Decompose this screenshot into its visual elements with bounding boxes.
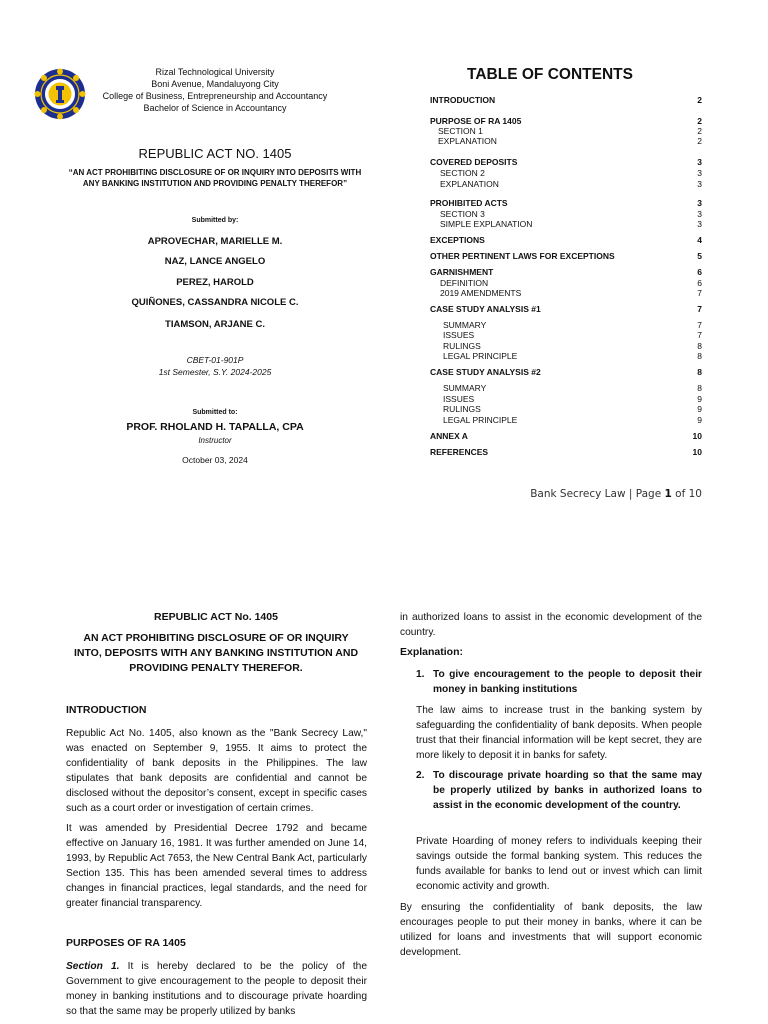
- footer-current-page: 1: [664, 488, 672, 500]
- toc-entry[interactable]: EXCEPTIONS 4: [430, 235, 702, 245]
- toc-entry[interactable]: OTHER PERTINENT LAWS FOR EXCEPTIONS 5: [430, 251, 702, 261]
- page-footer: [440, 488, 702, 500]
- explanation-item-2-title: To discourage private hoarding so that the same may be properly utilized by banks in authorized loans to assist in the economic development of the country.: [433, 770, 702, 811]
- toc-subentry[interactable]: RULINGS 9: [443, 404, 702, 414]
- cover-title: REPUBLIC ACT NO. 1405: [138, 146, 292, 161]
- toc-entry[interactable]: COVERED DEPOSITS 3: [430, 157, 702, 167]
- toc-subentry[interactable]: SUMMARY 8: [443, 383, 702, 393]
- member-name: NAZ, LANCE ANGELO: [164, 256, 266, 267]
- explanation-item-2: [416, 768, 702, 813]
- purposes-heading: PURPOSES OF RA 1405: [66, 937, 186, 949]
- introduction-heading: INTRODUCTION: [66, 704, 147, 716]
- submitted-to-label: Submitted to:: [192, 409, 238, 416]
- section-1-continuation: in authorized loans to assist in the economic development of the country.: [400, 612, 702, 638]
- footer-of: of: [671, 488, 689, 500]
- toc-entry[interactable]: GARNISHMENT 6: [430, 267, 702, 277]
- university-address: Boni Avenue, Mandaluyong City: [151, 79, 279, 89]
- toc-subentry[interactable]: RULINGS 8: [443, 341, 702, 351]
- toc-subentry[interactable]: EXPLANATION 3: [440, 179, 702, 189]
- toc-entry[interactable]: REFERENCES 10: [430, 447, 702, 457]
- section-1-label: Section 1.: [66, 961, 120, 972]
- professor-name: PROF. RHOLAND H. TAPALLA, CPA: [126, 421, 304, 433]
- toc-subentry[interactable]: SUMMARY 7: [443, 320, 702, 330]
- toc-subentry[interactable]: ISSUES 7: [443, 330, 702, 340]
- program-name: Bachelor of Science in Accountancy: [143, 103, 287, 113]
- submission-date: October 03, 2024: [182, 455, 248, 465]
- toc-entry[interactable]: PROHIBITED ACTS 3: [430, 198, 702, 208]
- toc-subentry[interactable]: SECTION 2 3: [440, 168, 702, 178]
- toc-subentry[interactable]: DEFINITION 6: [440, 278, 702, 288]
- cover-subtitle-line-2: ANY BANKING INSTITUTION AND PROVIDING PENALTY THEREFOR”: [82, 179, 348, 188]
- explanation-item-1: [416, 667, 702, 697]
- toc-subentry[interactable]: ISSUES 9: [443, 394, 702, 404]
- university-seal-logo: [34, 68, 86, 120]
- toc-entry[interactable]: CASE STUDY ANALYSIS #1 7: [430, 304, 702, 314]
- college-name: College of Business, Entrepreneurship and Accountancy: [102, 91, 328, 101]
- page2-subtitle-line-3: PROVIDING PENALTY THEREFOR.: [129, 662, 303, 674]
- item-number: 1.: [416, 669, 425, 680]
- page2-subtitle: [66, 631, 366, 676]
- explanation-item-2-text: Private Hoarding of money refers to individuals keeping their savings outside the formal banking system. This reduces the funds available for banks to lend out or invest which can limit economic activity and growth.: [416, 836, 702, 892]
- member-name: PEREZ, HAROLD: [176, 277, 254, 288]
- toc-entry[interactable]: INTRODUCTION 2: [430, 95, 702, 105]
- section-1-text: It is hereby declared to be the policy of the Government to give encouragement to the people to deposit their money in banking institutions and to discourage private hoarding so that the same may be properly utilized by banks: [66, 961, 367, 1017]
- toc-subentry[interactable]: LEGAL PRINCIPLE 9: [443, 415, 702, 425]
- semester: 1st Semester, S.Y. 2024-2025: [158, 367, 272, 377]
- toc-subentry[interactable]: LEGAL PRINCIPLE 8: [443, 351, 702, 361]
- member-name: TIAMSON, ARJANE C.: [165, 319, 265, 330]
- toc-subentry[interactable]: SECTION 1 2: [438, 126, 702, 136]
- closing-paragraph: By ensuring the confidentiality of bank deposits, the law encourages people to put their money in banks, where it can be utilized for loans and investments that will support economic development.: [400, 902, 702, 958]
- page2-subtitle-line-2: INTO, DEPOSITS WITH ANY BANKING INSTITUTION AND: [73, 647, 359, 659]
- toc-entry[interactable]: ANNEX A 10: [430, 431, 702, 441]
- explanation-item-1-text: The law aims to increase trust in the banking system by safeguarding the confidentiality of bank deposits. When people trust that their financial information will be kept secret, they are more likely to deposit it in banks for safety.: [416, 705, 702, 761]
- member-name: QUIÑONES, CASSANDRA NICOLE C.: [131, 297, 299, 308]
- introduction-paragraph-2: It was amended by Presidential Decree 1792 and became effective on January 16, 1981. It was further amended on June 14, 1993, by Republic Act 7653, the New Central Bank Act, particularly Section 135. This has been amended several times to address changes in financial practices, legal standards, and the need for greater financial transparency.: [66, 823, 367, 909]
- submitted-by-label: Submitted by:: [191, 217, 239, 224]
- professor-role: Instructor: [198, 436, 232, 445]
- footer-prefix: Bank Secrecy Law | Page: [530, 488, 665, 500]
- toc-subentry[interactable]: EXPLANATION 2: [438, 136, 702, 146]
- section-1-paragraph: [66, 959, 367, 1019]
- item-number: 2.: [416, 770, 425, 781]
- cover-subtitle-line-1: “AN ACT PROHIBITING DISCLOSURE OF OR INQUIRY INTO DEPOSITS WITH: [68, 168, 362, 177]
- page2-title: REPUBLIC ACT No. 1405: [154, 611, 278, 623]
- toc-entry[interactable]: CASE STUDY ANALYSIS #2 8: [430, 367, 702, 377]
- footer-total-pages: 10: [688, 488, 702, 500]
- cover-subtitle: [62, 167, 368, 189]
- toc-title: TABLE OF CONTENTS: [467, 66, 633, 83]
- introduction-paragraph-1: Republic Act No. 1405, also known as the "Bank Secrecy Law," was enacted on September 9, 1955. It aims to protect the confidentiality of bank deposits in the Philippines. The law stipulates that bank deposits are confidential and cannot be disclosed without the depositor’s consent, except in specific cases such as a court order or investigation of certain crimes.: [66, 728, 367, 814]
- toc-subentry[interactable]: SECTION 3 3: [440, 209, 702, 219]
- section-code: CBET-01-901P: [186, 355, 244, 365]
- toc-entry[interactable]: PURPOSE OF RA 1405 2: [430, 116, 702, 126]
- university-name: Rizal Technological University: [155, 67, 275, 77]
- toc-subentry[interactable]: SIMPLE EXPLANATION 3: [440, 219, 702, 229]
- toc-subentry[interactable]: 2019 AMENDMENTS 7: [440, 288, 702, 298]
- explanation-heading: Explanation:: [400, 646, 464, 658]
- page2-subtitle-line-1: AN ACT PROHIBITING DISCLOSURE OF OR INQUIRY: [83, 632, 349, 644]
- member-name: APROVECHAR, MARIELLE M.: [147, 236, 283, 247]
- explanation-item-1-title: To give encouragement to the people to deposit their money in banking institutions: [433, 669, 702, 695]
